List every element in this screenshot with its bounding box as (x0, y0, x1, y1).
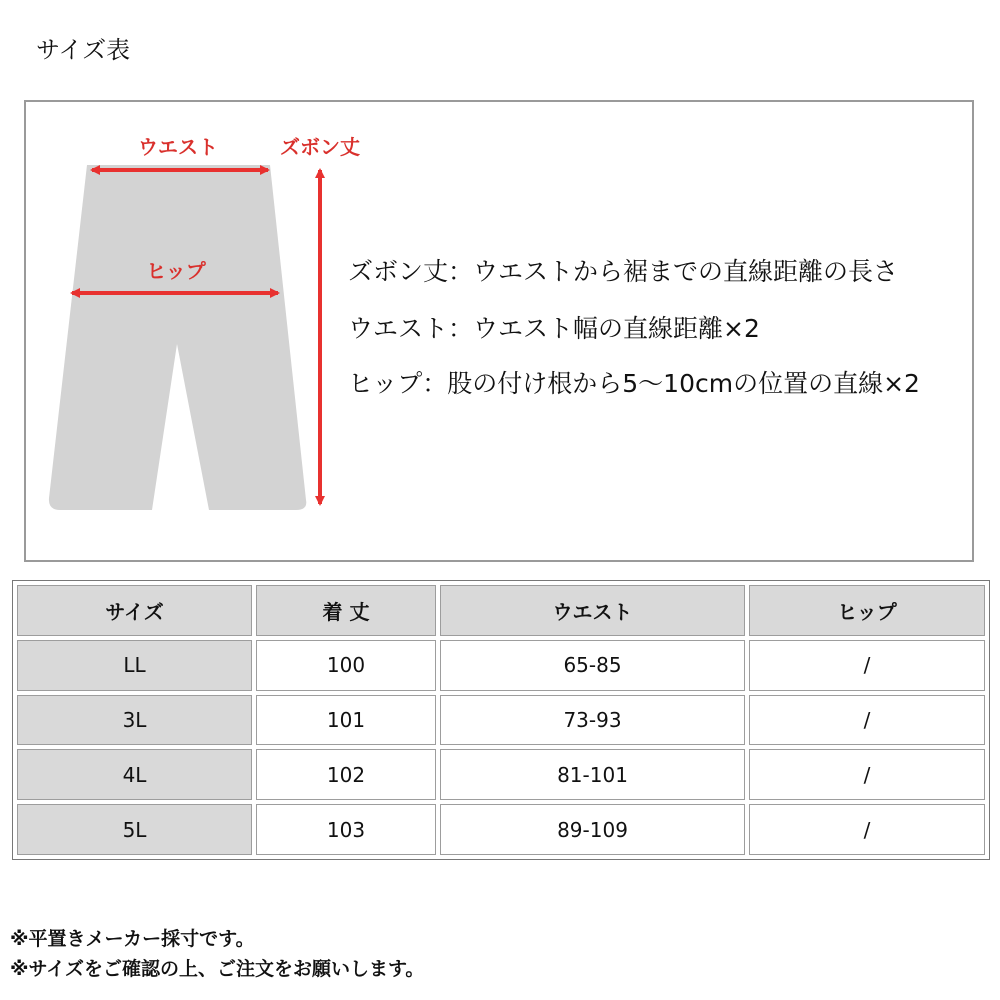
pants-shape (49, 165, 306, 510)
header-waist: ウエスト (440, 585, 745, 636)
header-size: サイズ (17, 585, 252, 636)
length-cell: 102 (256, 749, 436, 800)
table-header-row (17, 585, 985, 636)
size-cell: 4L (17, 749, 252, 800)
waist-cell: 65-85 (440, 640, 745, 691)
hip-description: ヒップ：股の付け根から5～10cmの位置の直線×2 (348, 369, 920, 398)
waist-description: ウエスト：ウエスト幅の直線距離×2 (348, 314, 760, 343)
table-row (17, 804, 985, 855)
length-cell: 100 (256, 640, 436, 691)
note-confirm-size: ※サイズをご確認の上、ご注文をお願いします。 (10, 958, 425, 980)
waist-cell: 89-109 (440, 804, 745, 855)
table-row (17, 695, 985, 746)
size-table (12, 580, 990, 860)
note-flat-measurement: ※平置きメーカー採寸です。 (10, 928, 255, 950)
length-label: ズボン丈 (280, 135, 360, 159)
hip-cell: / (749, 695, 985, 746)
size-cell: LL (17, 640, 252, 691)
measurement-diagram (24, 100, 974, 562)
table-row (17, 640, 985, 691)
hip-cell: / (749, 640, 985, 691)
table-row (17, 749, 985, 800)
page-title: サイズ表 (36, 36, 131, 64)
header-hip: ヒップ (749, 585, 985, 636)
length-cell: 103 (256, 804, 436, 855)
size-cell: 5L (17, 804, 252, 855)
header-length: 着 丈 (256, 585, 436, 636)
hip-cell: / (749, 749, 985, 800)
waist-label: ウエスト (138, 135, 218, 159)
hip-label: ヒップ (146, 259, 206, 283)
waist-cell: 73-93 (440, 695, 745, 746)
hip-cell: / (749, 804, 985, 855)
size-cell: 3L (17, 695, 252, 746)
length-cell: 101 (256, 695, 436, 746)
waist-cell: 81-101 (440, 749, 745, 800)
length-description: ズボン丈：ウエストから裾までの直線距離の長さ (348, 257, 899, 286)
